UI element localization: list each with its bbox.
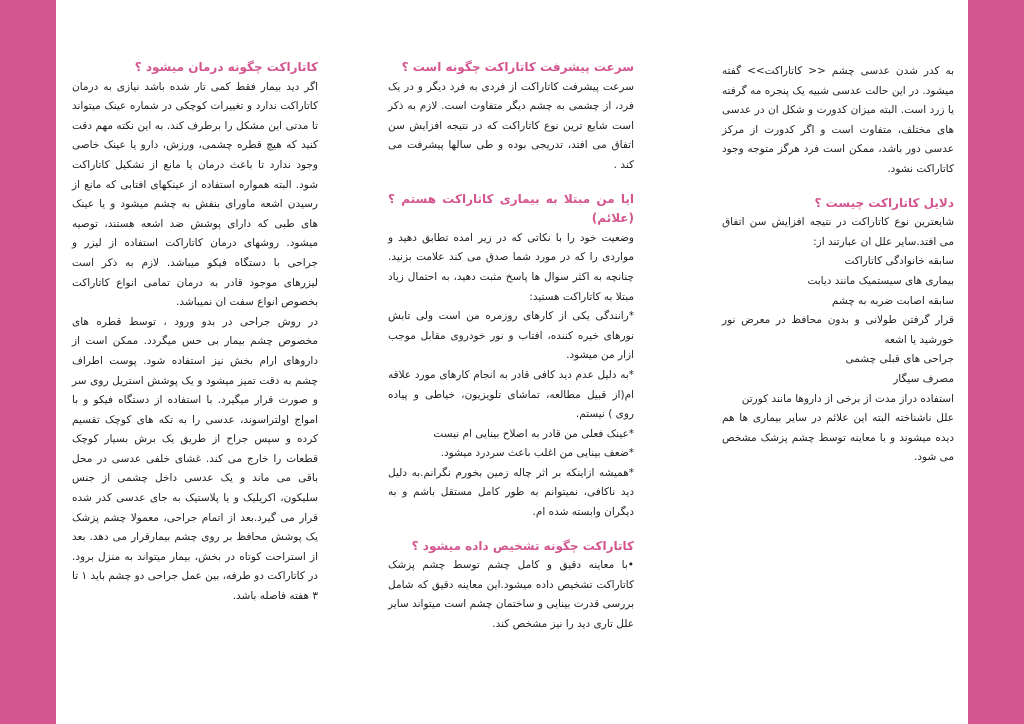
treatment-paragraph: اگر دید بیمار فقط کمی تار شده باشد نیازی به درمان کاتاراکت ندارد و تغییرات کوچکی در شماره عینک میتواند تا مدتی این مشکل را برطرف کند. به این نکته مهم دقت کنید که هیچ قطره چشمی، ورزش، دارو یا عینک خاصی وجود ندارد تا باعث درمان یا مانع از تشکیل کاتاراکت شود. البته همواره استفاده از عینکهای افتابی که مانع از رسیدن اشعه ماورای بنفش به چشم میشود و یا عینک های طبی که دارای پوشش ضد اشعه هستند، توصیه میشود. روشهای درمان کاتاراکت استفاده از لیزر و جراحی با دستگاه فیکو میباشد. لازم به ذکر است لیزرهای موجود قادر به درمان تمامی انواع کاتاراکت بخصوص انواع سفت ان نمیباشد. bbox=[72, 80, 318, 309]
list-item: *عینک فعلی من قادر به اصلاح بینایی ام نیست bbox=[433, 427, 634, 440]
surgery-paragraph: در روش جراحی در بدو ورود ، توسط قطره های مخصوص چشم بیمار بی حس میگردد. ممکن است از داروهای ارام بخش نیز استفاده شود. پوست اطراف چشم به دقت تمیز میشود و یک پوشش استریل روی سر و صورت قرار میگیرد. با استفاده از دستگاه فیکو و با امواج اولتراسوند، عدسی را به تکه های کوچک تقسیم کرده و سپس جراح از طریق یک برش بسیار کوچک قطعات را خارج می کند. غشای خلفی عدسی در محل باقی می ماند و یک عدسی داخل چشمی از جنس سلیکون، اکریلیک و یا پلاستیک به جای عدسی کدر شده قرار می گیرد.بعد از اتمام جراحی، معمولا چشم پزشک یک پوشش محافظ بر روی چشم بیمارقرار می دهد. بعد از استراحت کوتاه در بخش، بیمار میتواند به منزل برود. در کاتاراکت دو طرفه، بین عمل جراحی دو چشم باید ۱ تا ۳ هفته فاصله باشد. bbox=[72, 315, 318, 603]
diagnosis-heading: کاتاراکت چگونه تشخیص داده میشود ؟ bbox=[411, 538, 634, 553]
causes-heading: دلایل کاتاراکت چیست ؟ bbox=[814, 195, 954, 210]
intro-paragraph: به کدر شدن عدسی چشم << کاتاراکت>> گفته میشود. در این حالت عدسی شبیه یک پنجره مه گرفته یا زرد است. البته میزان کدورت و شکل ان در عدسی های مختلف، متفاوت است و اگر کدورت از مرکز عدسی دور باشد، ممکن است فرد هرگز متوجه وجود کاتاراکت نشود. bbox=[722, 65, 954, 175]
list-item: بیماری های سیستمیک مانند دیابت bbox=[807, 274, 954, 287]
list-item: *ضعف بینایی من اغلب باعث سردرد میشود. bbox=[440, 447, 634, 460]
left-column bbox=[72, 58, 318, 607]
speed-heading: سرعت پیشرفت کاتاراکت چگونه است ؟ bbox=[401, 60, 634, 74]
right-pink-band bbox=[968, 0, 1024, 724]
list-item: *همیشه ازاینکه بر اثر چاله زمین بخورم نگرانم.به دلیل دید ناکافی، نمیتوانم به طور کامل مستقل باشم و به دیگران وابسته شده ام. bbox=[388, 466, 634, 519]
speed-paragraph: سرعت پیشرفت کاتاراکت از فردی به فرد دیگر و در یک فرد، از چشمی به چشم دیگر متفاوت است. لازم به ذکر است شایع ترین نوع کاتاراکت که در نتیجه افزایش سن اتفاق می افتد، تدریجی بوده و طی سالها پیشرفت می کند . bbox=[388, 80, 634, 171]
list-item: سابقه خانوادگی کاتاراکت bbox=[844, 255, 954, 268]
list-item: مصرف سیگار bbox=[893, 372, 954, 385]
symptoms-lead: وضعیت خود را با نکاتی که در زیر امده تطابق دهید و مواردی را که در مورد شما صدق می کند علامت بزنید. چنانچه به اکثر سوال ها پاسخ مثبت دهید، به احتمال زیاد مبتلا به کاتاراکت هستید: bbox=[388, 231, 634, 303]
causes-lead: شایعترین نوع کاتاراکت در نتیجه افزایش سن اتفاق می افتد.سایر علل ان عبارتند از: bbox=[722, 216, 954, 248]
causes-list bbox=[722, 252, 954, 409]
right-column bbox=[722, 62, 954, 468]
middle-column bbox=[388, 58, 634, 635]
left-pink-band bbox=[0, 0, 56, 724]
diagnosis-paragraph: •با معاینه دقیق و کامل چشم توسط چشم پزشک کاتاراکت تشخیص داده میشود.این معاینه دقیق که شامل بررسی قدرت بینایی و ساختمان چشم است میتواند سایر علل تاری دید را نیز مشخص کند. bbox=[388, 559, 634, 631]
list-item: استفاده دراز مدت از برخی از داروها مانند کورتن bbox=[741, 392, 954, 405]
list-item: قرار گرفتن طولانی و بدون محافظ در معرض نور خورشید یا اشعه bbox=[722, 314, 954, 346]
causes-outro: علل ناشناخته البته این علائم در سایر بیماری ها هم دیده میشوند و با معاینه توسط چشم پزشک مشخص می شود. bbox=[722, 412, 954, 464]
list-item: *به دلیل عدم دید کافی قادر به انجام کارهای مورد علاقه ام(از قبیل مطالعه، تماشای تلویزیون، خیاطی و پیاده روی ) نیستم. bbox=[388, 368, 634, 421]
symptoms-heading: ایا من مبتلا به بیماری کاتاراکت هستم ؟ (علائم) bbox=[388, 191, 634, 226]
list-item: *رانندگی یکی از کارهای روزمره من است ولی تابش نورهای خیره کننده، افتاب و نور خودروی مقابل موجب ازار من میشود. bbox=[388, 310, 634, 362]
symptoms-list bbox=[388, 307, 634, 523]
treatment-heading: کاتاراکت چگونه درمان میشود ؟ bbox=[134, 60, 318, 74]
list-item: سابقه اصابت ضربه به چشم bbox=[831, 294, 954, 307]
list-item: جراحی های قبلی چشمی bbox=[845, 353, 954, 366]
